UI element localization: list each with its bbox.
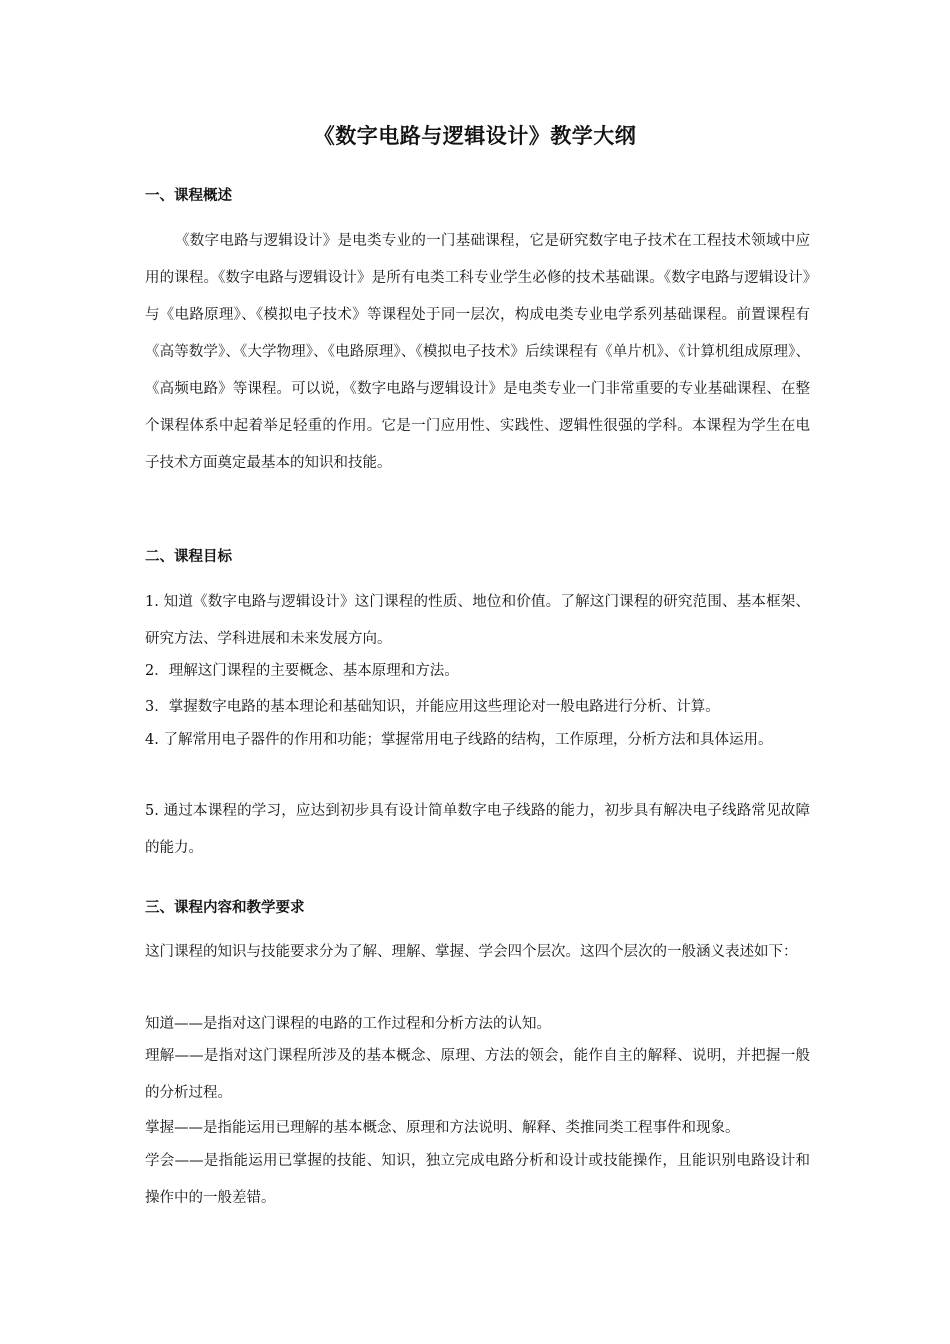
section-heading-objectives: 二、课程目标 bbox=[145, 549, 232, 565]
objective-item-1: 1. 知道《数字电路与逻辑设计》这门课程的性质、地位和价值。了解这门课程的研究范围、基本框架、研究方法、学科进展和未来发展方向。 bbox=[145, 594, 810, 647]
level-understand: 理解——是指对这门课程所涉及的基本概念、原理、方法的领会，能作自主的解释、说明，并把握一般的分析过程。 bbox=[145, 1048, 810, 1101]
overview-paragraph: 《数字电路与逻辑设计》是电类专业的一门基础课程，它是研究数字电子技术在工程技术领域中应用的课程。《数字电路与逻辑设计》是所有电类工科专业学生必修的技术基础课。《数字电路与逻辑设计》与《电路原理》、《模拟电子技术》等课程处于同一层次，构成电类专业电学系列基础课程。前置课程有《高等数学》、《大学物理》、《电路原理》、《模拟电子技术》后续课程有《单片机》、《计算机组成原理》、《高频电路》等课程。可以说，《数字电路与逻辑设计》是电类专业一门非常重要的专业基础课程、在整个课程体系中起着举足轻重的作用。它是一门应用性、实践性、逻辑性很强的学科。本课程为学生在电子技术方面奠定最基本的知识和技能。 bbox=[145, 233, 810, 471]
content-intro: 这门课程的知识与技能要求分为了解、理解、掌握、学会四个层次。这四个层次的一般涵义表述如下： bbox=[145, 944, 798, 960]
level-learn: 学会——是指能运用已掌握的技能、知识，独立完成电路分析和设计或技能操作，且能识别电路设计和操作中的一般差错。 bbox=[145, 1153, 810, 1206]
objective-item-5: 5. 通过本课程的学习，应达到初步具有设计简单数字电子线路的能力，初步具有解决电子线路常见故障的能力。 bbox=[145, 803, 810, 856]
objective-item-2: 2．理解这门课程的主要概念、基本原理和方法。 bbox=[145, 663, 459, 679]
level-master: 掌握——是指能运用已理解的基本概念、原理和方法说明、解释、类推同类工程事件和现象。 bbox=[145, 1120, 740, 1136]
objective-item-3: 3．掌握数字电路的基本理论和基础知识，并能应用这些理论对一般电路进行分析、计算。 bbox=[145, 699, 720, 715]
section-heading-content: 三、课程内容和教学要求 bbox=[145, 900, 305, 916]
objective-item-4: 4. 了解常用电子器件的作用和功能；掌握常用电子线路的结构，工作原理，分析方法和具体运用。 bbox=[145, 732, 773, 748]
section-heading-overview: 一、课程概述 bbox=[145, 188, 232, 204]
level-know: 知道——是指对这门课程的电路的工作过程和分析方法的认知。 bbox=[145, 1016, 551, 1032]
document-title: 《数字电路与逻辑设计》教学大纲 bbox=[313, 124, 637, 148]
